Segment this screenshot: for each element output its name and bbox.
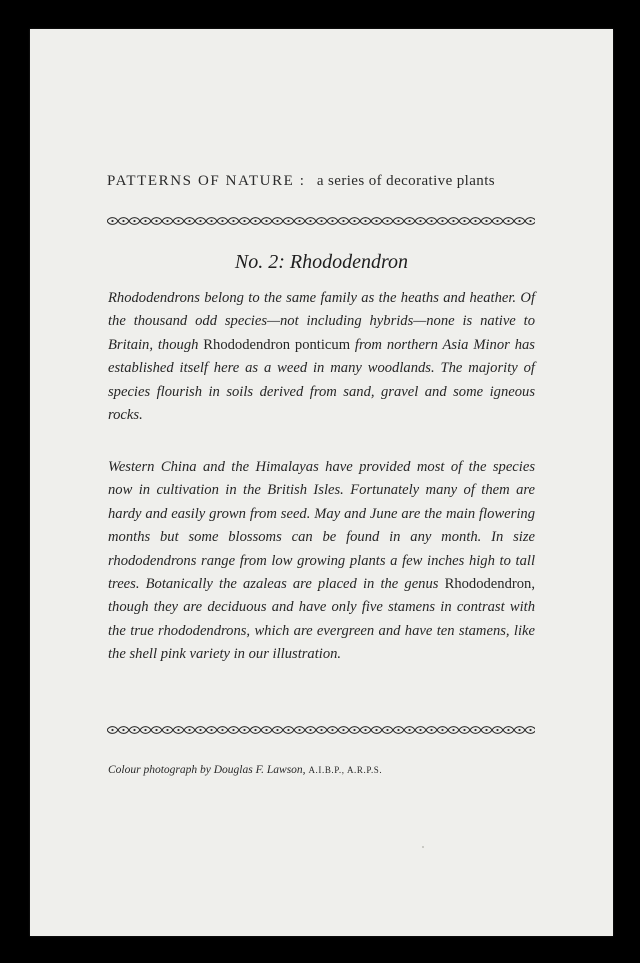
ornament-dot bbox=[441, 729, 443, 731]
ornament-dot bbox=[243, 729, 245, 731]
ornament-dot bbox=[287, 729, 289, 731]
ornament-dot bbox=[177, 729, 179, 731]
series-header bbox=[107, 173, 537, 190]
ornament-dot bbox=[111, 729, 113, 731]
ornament-dot bbox=[507, 220, 509, 222]
ornament-dot bbox=[265, 729, 267, 731]
ornament-dot bbox=[353, 729, 355, 731]
ornament-dot bbox=[375, 220, 377, 222]
ornament-dot bbox=[485, 220, 487, 222]
ornament-dot bbox=[397, 220, 399, 222]
paragraph-origins bbox=[108, 456, 535, 667]
ornament-dot bbox=[232, 729, 234, 731]
ornament-dot bbox=[133, 220, 135, 222]
ornament-dot bbox=[320, 220, 322, 222]
ornament-dot bbox=[342, 729, 344, 731]
ornament-dot bbox=[188, 729, 190, 731]
photo-credit-text: Colour photograph by Douglas F. Lawson, bbox=[108, 764, 306, 776]
ornament-dot bbox=[254, 729, 256, 731]
paragraph-intro-text-1: Rhododendrons belong to the same family as the heaths and heather. Of the thousand odd species—not including hybrids—none is native to Britain, though bbox=[108, 290, 535, 353]
ornament-dot bbox=[221, 729, 223, 731]
ornament-dot bbox=[408, 220, 410, 222]
ornament-dot bbox=[386, 729, 388, 731]
ornament-dot bbox=[287, 220, 289, 222]
ornament-dot bbox=[276, 729, 278, 731]
ornament-dot bbox=[463, 220, 465, 222]
ornament-dot bbox=[133, 729, 135, 731]
ornament-dot bbox=[408, 729, 410, 731]
ornamental-divider-top bbox=[107, 216, 535, 226]
document-page bbox=[30, 29, 613, 936]
ornament-dot bbox=[155, 729, 157, 731]
species-name: Rhododendron ponticum bbox=[203, 336, 351, 353]
ornament-dot bbox=[199, 729, 201, 731]
ornament-dot bbox=[210, 729, 212, 731]
ornament-dot bbox=[430, 220, 432, 222]
ornament-dot bbox=[276, 220, 278, 222]
ornament-dot bbox=[298, 220, 300, 222]
ornament-dot bbox=[441, 220, 443, 222]
ornament-dot bbox=[210, 220, 212, 222]
paragraph-intro bbox=[108, 287, 535, 427]
ornament-dot bbox=[122, 220, 124, 222]
ornament-dot bbox=[353, 220, 355, 222]
ornament-dot bbox=[254, 220, 256, 222]
ornament-dot bbox=[529, 729, 531, 731]
photo-credit bbox=[108, 764, 382, 776]
ornament-dot bbox=[166, 729, 168, 731]
ornament-dot bbox=[419, 220, 421, 222]
ornament-dot bbox=[364, 729, 366, 731]
ornament-dot bbox=[375, 729, 377, 731]
ornament-dot bbox=[518, 220, 520, 222]
paragraph-intro-text-2: from northern Asia Minor has established itself here as a weed in many woodlands. The majority of species flourish in soils derived from sand, gravel and some igneous rocks. bbox=[108, 336, 535, 424]
ornament-dot bbox=[265, 220, 267, 222]
ornament-dot bbox=[507, 729, 509, 731]
ornament-dot bbox=[122, 729, 124, 731]
ornament-dot bbox=[331, 729, 333, 731]
ornament-dot bbox=[463, 729, 465, 731]
ornament-dot bbox=[309, 729, 311, 731]
ornament-dot bbox=[221, 220, 223, 222]
ornament-dot bbox=[166, 220, 168, 222]
ornament-dot bbox=[232, 220, 234, 222]
ornament-dot bbox=[331, 220, 333, 222]
ornamental-divider-bottom bbox=[107, 725, 535, 735]
ornament-dot bbox=[177, 220, 179, 222]
series-description: a series of decorative plants bbox=[316, 173, 496, 189]
ornament-dot bbox=[243, 220, 245, 222]
ornament-dot bbox=[342, 220, 344, 222]
ornament-dot bbox=[309, 220, 311, 222]
paragraph-origins-text-1: Western China and the Himalayas have provided most of the species now in cultivation in the British Isles. Fortunately many of them are hardy and easily grown from seed. May and June are the main flowering months but some blossoms can be found in any month. In size rhododendrons range from low growing plants a few inches high to tall trees. Botanically the azaleas are placed in the genus bbox=[108, 459, 535, 593]
genus-name: Rhododendron, bbox=[444, 576, 535, 593]
ornament-dot bbox=[419, 729, 421, 731]
ornament-dot bbox=[144, 220, 146, 222]
ornament-dot bbox=[364, 220, 366, 222]
ornament-dot bbox=[430, 729, 432, 731]
ornament-dot bbox=[386, 220, 388, 222]
ornament-dot bbox=[298, 729, 300, 731]
ornament-dot bbox=[452, 220, 454, 222]
ornament-dot bbox=[188, 220, 190, 222]
photographer-qualifications: A.I.B.P., A.R.P.S. bbox=[308, 765, 383, 775]
ornament-dot bbox=[496, 220, 498, 222]
ornament-dot bbox=[485, 729, 487, 731]
ornament-dot bbox=[199, 220, 201, 222]
ornament-dot bbox=[529, 220, 531, 222]
ornament-dot bbox=[320, 729, 322, 731]
ornament-dot bbox=[111, 220, 113, 222]
ornament-dot bbox=[397, 729, 399, 731]
paragraph-origins-text-2: though they are deciduous and have only five stamens in contrast with the true rhododendrons, which are evergreen and have ten stamens, like the shell pink variety in our illustration. bbox=[108, 599, 535, 663]
ornament-dot bbox=[496, 729, 498, 731]
series-name: PATTERNS OF NATURE : bbox=[107, 173, 306, 189]
ornament-dot bbox=[452, 729, 454, 731]
ornament-dot bbox=[474, 220, 476, 222]
ornament-dot bbox=[155, 220, 157, 222]
paper-speck bbox=[422, 846, 424, 848]
plant-title: No. 2: Rhododendron bbox=[234, 251, 409, 273]
ornament-dot bbox=[144, 729, 146, 731]
ornament-dot bbox=[474, 729, 476, 731]
ornament-dot bbox=[518, 729, 520, 731]
